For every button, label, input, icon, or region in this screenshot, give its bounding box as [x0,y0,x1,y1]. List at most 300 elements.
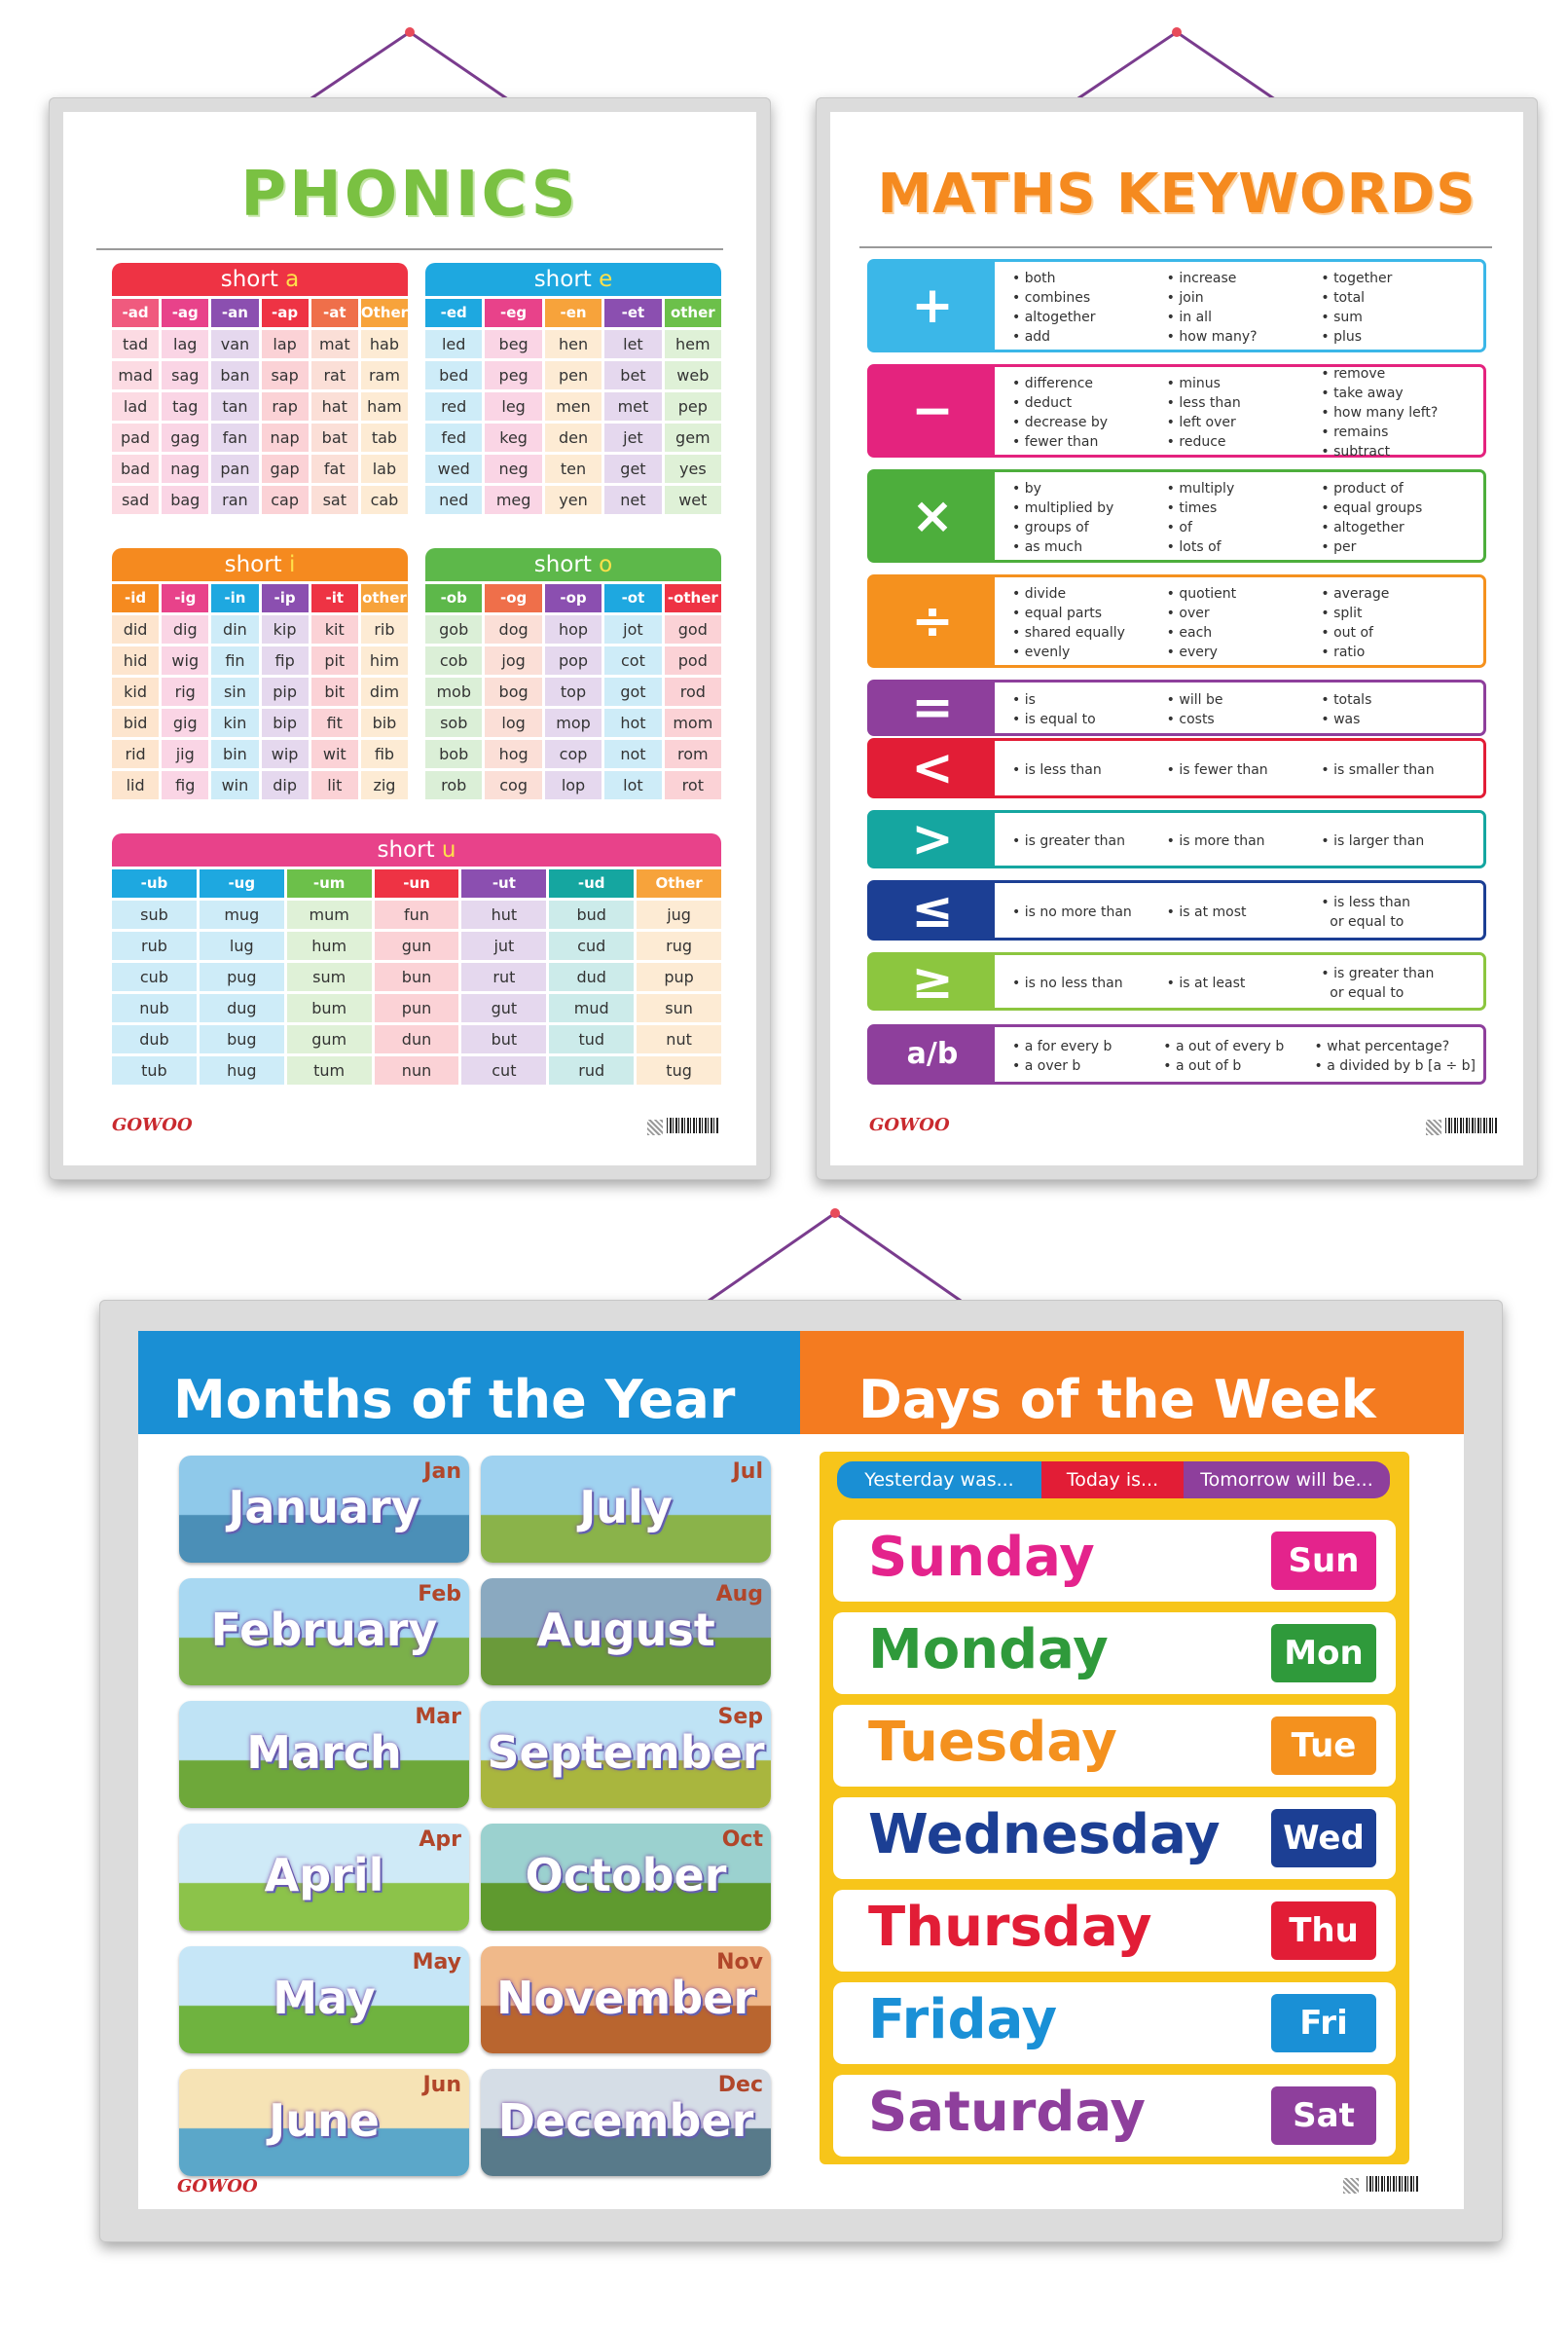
month-name: January [228,1481,420,1533]
phonics-word-row [425,740,721,768]
maths-keyword-column [1321,269,1476,347]
maths-keyword-columns [995,472,1483,560]
maths-poster [816,97,1538,1180]
maths-keyword-column [1167,269,1322,347]
maths-keyword: • is equal to [1012,710,1167,729]
maths-keyword: • of [1167,518,1322,537]
maths-keyword: • decrease by [1012,413,1167,432]
maths-keyword-row [867,680,1486,736]
qr-code [1343,2178,1359,2194]
day-name: Thursday [868,1896,1152,1959]
maths-keyword: • each [1167,623,1322,643]
phonics-word-cell: not [604,740,661,768]
phonics-header-cell: other [361,584,408,612]
month-card-mar [179,1701,469,1808]
phonics-word-cell: gut [461,994,546,1022]
phonics-word-cell: rug [637,932,721,960]
maths-keyword: • totals [1321,690,1476,710]
phonics-word-cell: fip [262,646,309,675]
maths-keyword: • is at least [1167,974,1322,993]
month-card-nov [481,1946,771,2053]
phonics-word-cell: bip [262,709,309,737]
maths-symbol-7: ≤ [870,883,995,938]
phonics-word-cell: pup [637,963,721,991]
phonics-word-cell: lab [361,455,408,483]
maths-keyword: • is more than [1167,831,1322,851]
phonics-header-cell: -eg [485,299,541,327]
maths-keyword-column [1321,831,1476,851]
maths-keyword: • multiply [1167,479,1322,498]
phonics-word-row [425,424,721,452]
phonics-word-cell: bet [604,361,661,389]
maths-keyword: • split [1321,604,1476,623]
phonics-word-cell: bat [311,424,358,452]
phonics-word-cell: rob [425,771,482,799]
maths-keyword: • remove [1321,364,1476,384]
phonics-header-cell: -at [311,299,358,327]
phonics-header-row [112,869,721,898]
phonics-header-cell: -um [287,869,372,898]
day-name: Sunday [868,1526,1095,1589]
phonics-word-row [425,486,721,514]
month-name: June [269,2094,380,2147]
phonics-word-cell: top [545,678,602,706]
phonics-table-title [112,263,408,296]
maths-keyword: • a divided by b [a ÷ b] [1315,1056,1477,1076]
phonics-header-cell: -ad [112,299,159,327]
phonics-word-cell: yen [545,486,602,514]
maths-keyword: • as much [1012,537,1167,557]
maths-keyword: • how many? [1167,327,1322,347]
maths-keyword: • both [1012,269,1167,288]
phonics-word-cell: bin [211,740,258,768]
phonics-header-cell: Other [361,299,408,327]
phonics-header-cell: Other [637,869,721,898]
phonics-word-row [425,771,721,799]
maths-keyword-columns [995,955,1483,1008]
maths-keyword-row [867,952,1486,1011]
maths-keyword: • costs [1167,710,1322,729]
phonics-word-cell: hum [287,932,372,960]
phonics-word-row [112,424,408,452]
phonics-table-short-u [112,833,721,1088]
phonics-word-cell: jet [604,424,661,452]
phonics-paper [63,112,756,1165]
phonics-word-cell: bib [361,709,408,737]
maths-keyword-columns [995,741,1483,795]
phonics-divider [96,248,723,250]
maths-keyword: • over [1167,604,1322,623]
month-abbreviation: Jul [732,1459,763,1484]
phonics-word-cell: jug [637,901,721,929]
phonics-word-cell: gob [425,615,482,644]
phonics-header-row [425,299,721,327]
phonics-word-cell: kit [311,615,358,644]
phonics-word-cell: rud [549,1056,634,1085]
maths-keyword: • a out of every b [1163,1037,1314,1056]
phonics-table-label: short [377,837,442,863]
phonics-word-cell: hat [311,392,358,421]
maths-keyword: • take away [1321,384,1476,403]
month-abbreviation: Mar [415,1705,461,1729]
phonics-word-cell: lag [162,330,208,358]
phonics-word-cell: sob [425,709,482,737]
phonics-word-cell: sub [112,901,197,929]
phonics-word-cell: dip [262,771,309,799]
maths-keyword: • product of [1321,479,1476,498]
phonics-word-row [112,771,408,799]
day-name: Friday [868,1988,1058,2051]
phonics-word-cell: ten [545,455,602,483]
phonics-word-cell: mom [665,709,721,737]
maths-keyword: • shared equally [1012,623,1167,643]
month-abbreviation: May [412,1950,461,1974]
day-card-tue [833,1705,1396,1787]
phonics-word-cell: bud [549,901,634,929]
month-name: March [246,1726,402,1779]
maths-keyword: • in all [1167,308,1322,327]
phonics-table-title [112,833,721,867]
phonics-word-cell: pun [375,994,459,1022]
phonics-header-cell: -og [485,584,541,612]
phonics-word-cell: gem [665,424,721,452]
month-name: December [497,2094,754,2147]
phonics-word-cell: rod [665,678,721,706]
month-card-may [179,1946,469,2053]
phonics-word-cell: fig [162,771,208,799]
maths-keyword-row [867,574,1486,668]
phonics-word-cell: cot [604,646,661,675]
maths-paper [830,112,1523,1165]
phonics-word-row [112,678,408,706]
day-abbreviation: Mon [1271,1624,1376,1682]
phonics-word-cell: lap [262,330,309,358]
phonics-word-cell: bid [112,709,159,737]
phonics-header-cell: -ut [461,869,546,898]
day-card-thu [833,1890,1396,1972]
phonics-word-cell: bit [311,678,358,706]
phonics-word-cell: dud [549,963,634,991]
phonics-word-cell: pod [665,646,721,675]
phonics-word-cell: but [461,1025,546,1053]
phonics-word-cell: lad [112,392,159,421]
phonics-word-cell: cop [545,740,602,768]
maths-keyword: • is at most [1167,903,1322,922]
phonics-word-cell: hop [545,615,602,644]
phonics-word-cell: sun [637,994,721,1022]
phonics-header-cell: -ud [549,869,634,898]
maths-keyword: • increase [1167,269,1322,288]
maths-symbol-8: ≥ [870,955,995,1008]
phonics-word-cell: wip [262,740,309,768]
phonics-word-cell: nub [112,994,197,1022]
maths-symbol-4: = [870,683,995,733]
phonics-header-cell: -other [665,584,721,612]
maths-keyword: • is greater than [1012,831,1167,851]
today-label: Today is... [1041,1461,1184,1498]
maths-keyword: • join [1167,288,1322,308]
maths-keyword-column [1012,269,1167,347]
phonics-word-cell: lit [311,771,358,799]
phonics-word-cell: jig [162,740,208,768]
phonics-word-cell: led [425,330,482,358]
maths-keyword: • what percentage? [1315,1037,1477,1056]
month-card-jan [179,1456,469,1563]
month-abbreviation: Jan [423,1459,461,1484]
phonics-word-cell: wet [665,486,721,514]
phonics-table-letter: o [599,552,613,577]
month-abbreviation: Apr [419,1827,461,1852]
day-card-wed [833,1797,1396,1879]
maths-keyword: • reduce [1167,432,1322,452]
phonics-word-cell: ram [361,361,408,389]
maths-keyword-row [867,259,1486,352]
maths-keyword: • is no more than [1012,903,1167,922]
maths-keyword: • combines [1012,288,1167,308]
phonics-word-cell: web [665,361,721,389]
month-name: July [579,1481,673,1533]
month-abbreviation: Sep [717,1705,763,1729]
maths-keyword: or equal to [1330,913,1404,930]
phonics-header-cell: -un [375,869,459,898]
phonics-header-cell: -ub [112,869,197,898]
phonics-word-cell: sat [311,486,358,514]
phonics-word-cell: peg [485,361,541,389]
phonics-word-cell: yes [665,455,721,483]
phonics-header-cell: -ap [262,299,309,327]
phonics-word-row [425,330,721,358]
maths-keyword: • is less than [1012,760,1167,780]
phonics-word-cell: bad [112,455,159,483]
phonics-word-cell: mum [287,901,372,929]
maths-keyword-row [867,880,1486,941]
phonics-word-cell: sad [112,486,159,514]
maths-keyword: • per [1321,537,1476,557]
phonics-word-cell: dun [375,1025,459,1053]
day-abbreviation: Sat [1271,2086,1376,2145]
phonics-word-cell: sum [287,963,372,991]
phonics-header-cell: -in [211,584,258,612]
phonics-word-cell: din [211,615,258,644]
phonics-word-cell: keg [485,424,541,452]
maths-keyword: • remains [1321,423,1476,442]
phonics-word-cell: hab [361,330,408,358]
months-title: Months of the Year [138,1331,800,1434]
day-card-mon [833,1612,1396,1694]
maths-keyword-column [1321,760,1476,780]
phonics-word-cell: pan [211,455,258,483]
phonics-header-row [112,584,408,612]
barcode [1367,2176,1419,2192]
maths-keyword-columns [995,883,1483,938]
maths-keyword-column [1321,479,1476,557]
maths-keyword-column [1167,831,1322,851]
phonics-word-cell: did [112,615,159,644]
phonics-header-cell: -ip [262,584,309,612]
phonics-table-label: short [224,552,290,577]
phonics-word-cell: bug [200,1025,284,1053]
month-name: February [210,1604,438,1656]
phonics-word-cell: pit [311,646,358,675]
phonics-table-letter: u [441,837,456,863]
maths-keyword-row [867,1024,1486,1085]
maths-keyword: • altogether [1012,308,1167,327]
month-card-jun [179,2069,469,2176]
phonics-table-label: short [533,552,600,577]
day-name: Saturday [868,2081,1147,2144]
phonics-header-cell: -ig [162,584,208,612]
maths-keyword-columns [995,365,1483,460]
maths-keyword-columns [995,813,1483,866]
maths-keyword: • is larger than [1321,831,1476,851]
phonics-header-cell: -it [311,584,358,612]
month-card-aug [481,1578,771,1685]
phonics-table-short-i [112,548,408,802]
month-card-jul [481,1456,771,1563]
phonics-word-cell: gag [162,424,208,452]
calendar-paper [138,1331,1464,2209]
maths-keyword: • together [1321,269,1476,288]
month-abbreviation: Jun [422,2073,461,2097]
day-abbreviation: Sun [1271,1532,1376,1590]
phonics-word-cell: rib [361,615,408,644]
maths-keyword: • deduct [1012,393,1167,413]
day-abbreviation: Tue [1271,1716,1376,1775]
month-card-feb [179,1578,469,1685]
phonics-word-cell: tag [162,392,208,421]
maths-keyword-columns [995,683,1483,733]
day-abbreviation: Fri [1271,1994,1376,2052]
maths-keyword: • total [1321,288,1476,308]
days-panel [820,1452,1409,2164]
yesterday-label: Yesterday was... [837,1461,1041,1498]
phonics-word-cell: bum [287,994,372,1022]
phonics-word-cell: hen [545,330,602,358]
phonics-word-cell: get [604,455,661,483]
phonics-word-cell: pep [665,392,721,421]
phonics-word-cell: dim [361,678,408,706]
phonics-word-cell: kip [262,615,309,644]
phonics-word-cell: rub [112,932,197,960]
phonics-word-cell: dub [112,1025,197,1053]
phonics-word-cell: fit [311,709,358,737]
maths-keyword: • every [1167,643,1322,662]
phonics-word-cell: cud [549,932,634,960]
phonics-table-title [425,548,721,581]
maths-keyword: • a for every b [1012,1037,1163,1056]
phonics-word-cell: cap [262,486,309,514]
phonics-header-cell: -et [604,299,661,327]
month-abbreviation: Aug [715,1582,763,1606]
phonics-word-cell: mug [200,901,284,929]
day-abbreviation: Wed [1271,1809,1376,1867]
tomorrow-label: Tomorrow will be... [1184,1461,1390,1498]
maths-keyword: • subtract [1321,442,1476,461]
maths-keyword-column [1163,1037,1314,1076]
phonics-word-cell: dig [162,615,208,644]
phonics-word-cell: cub [112,963,197,991]
phonics-word-cell: bag [162,486,208,514]
phonics-word-cell: den [545,424,602,452]
maths-keyword-column [1321,690,1476,729]
maths-keyword: • minus [1167,374,1322,393]
phonics-footer [112,1115,193,1135]
phonics-word-row [425,455,721,483]
month-card-sep [481,1701,771,1808]
maths-keyword-columns [995,577,1483,665]
phonics-word-cell: cog [485,771,541,799]
phonics-word-cell: net [604,486,661,514]
phonics-table-short-e [425,263,721,517]
maths-keyword-column [1012,1037,1163,1076]
phonics-word-cell: ban [211,361,258,389]
maths-keyword: • a over b [1012,1056,1163,1076]
phonics-word-cell: him [361,646,408,675]
maths-keyword: • altogether [1321,518,1476,537]
phonics-header-row [425,584,721,612]
phonics-word-cell: sap [262,361,309,389]
day-abbreviation: Thu [1271,1901,1376,1960]
phonics-header-cell: -an [211,299,258,327]
phonics-word-cell: nag [162,455,208,483]
phonics-word-cell: tab [361,424,408,452]
maths-keyword: • difference [1012,374,1167,393]
maths-keyword: • average [1321,584,1476,604]
phonics-word-cell: leg [485,392,541,421]
qr-code [1426,1120,1441,1135]
phonics-word-cell: gun [375,932,459,960]
phonics-word-cell: lot [604,771,661,799]
phonics-word-cell: pad [112,424,159,452]
maths-divider [859,246,1492,248]
phonics-word-cell: wed [425,455,482,483]
day-card-fri [833,1982,1396,2064]
phonics-word-cell: neg [485,455,541,483]
phonics-poster [49,97,771,1180]
maths-keyword: • groups of [1012,518,1167,537]
phonics-header-cell: -ot [604,584,661,612]
phonics-word-cell: kin [211,709,258,737]
phonics-word-cell: log [485,709,541,737]
phonics-word-cell: fan [211,424,258,452]
maths-keyword-column [1321,584,1476,662]
yesterday-today-tomorrow-bar [837,1461,1390,1498]
maths-symbol-2: × [870,472,995,560]
maths-keyword: • how many left? [1321,403,1476,423]
maths-title: MATHS KEYWORDS [877,163,1477,226]
maths-keyword: • times [1167,498,1322,518]
phonics-word-row [112,932,721,960]
phonics-word-cell: pop [545,646,602,675]
phonics-word-cell: nap [262,424,309,452]
month-card-oct [481,1824,771,1931]
maths-keyword-column [1167,479,1322,557]
maths-keyword-row [867,810,1486,868]
maths-keyword: • was [1321,710,1476,729]
phonics-word-cell: lid [112,771,159,799]
phonics-word-cell: gum [287,1025,372,1053]
phonics-table-title [425,263,721,296]
phonics-word-cell: wig [162,646,208,675]
days-title: Days of the Week [800,1331,1464,1434]
phonics-word-row [425,392,721,421]
phonics-word-row [112,740,408,768]
phonics-word-cell: wit [311,740,358,768]
month-name: October [525,1849,727,1901]
phonics-header-cell: -ob [425,584,482,612]
phonics-word-cell: nut [637,1025,721,1053]
maths-keyword-column [1012,690,1167,729]
